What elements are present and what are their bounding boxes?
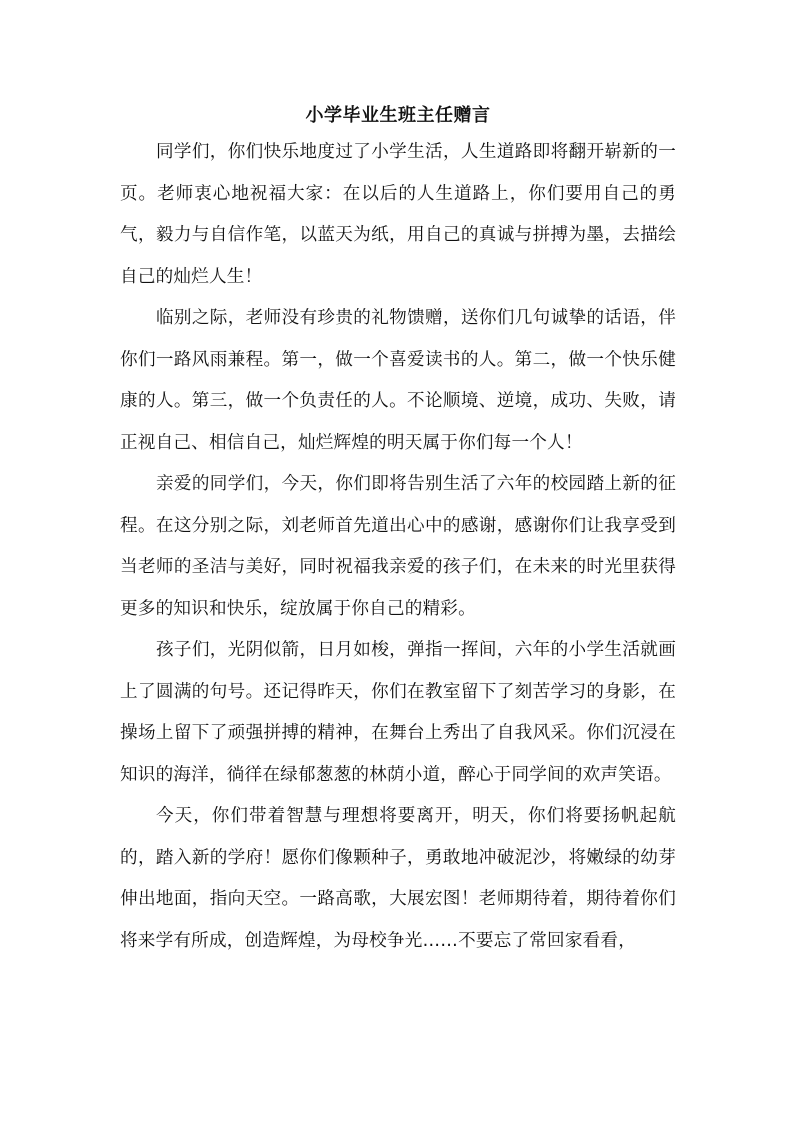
document-title: 小学毕业生班主任赠言: [305, 105, 491, 126]
document-page: [120, 102, 676, 962]
paragraph-3: 亲爱的同学们，今天，你们即将告别生活了六年的校园踏上新的征程。在这分别之际，刘老师首先道出心中的感谢，感谢你们让我享受到当老师的圣洁与美好，同时祝福我亲爱的孩子们，在未来的时光里获得更多的知识和快乐，绽放属于你自己的精彩。: [120, 474, 676, 619]
paragraph-5: 今天，你们带着智慧与理想将要离开，明天，你们将要扬帆起航的，踏入新的学府！愿你们像颗种子，勇敢地冲破泥沙，将嫩绿的幼芽伸出地面，指向天空。一路高歌，大展宏图！老师期待着，期待着你们将来学有所成，创造辉煌，为母校争光……不要忘了常回家看看，: [120, 806, 676, 951]
paragraph-2: 临别之际，老师没有珍贵的礼物馈赠，送你们几句诚挚的话语，伴你们一路风雨兼程。第一，做一个喜爱读书的人。第二，做一个快乐健康的人。第三，做一个负责任的人。不论顺境、逆境，成功、失败，请正视自己、相信自己，灿烂辉煌的明天属于你们每一个人！: [120, 308, 676, 453]
paragraph-1: 同学们，你们快乐地度过了小学生活，人生道路即将翻开崭新的一页。老师衷心地祝福大家：在以后的人生道路上，你们要用自己的勇气，毅力与自信作笔，以蓝天为纸，用自己的真诚与拼搏为墨，去描绘自己的灿烂人生！: [120, 142, 676, 287]
paragraph-4: 孩子们，光阴似箭，日月如梭，弹指一挥间，六年的小学生活就画上了圆满的句号。还记得昨天，你们在教室留下了刻苦学习的身影，在操场上留下了顽强拼搏的精神，在舞台上秀出了自我风采。你们沉浸在知识的海洋，徜徉在绿郁葱葱的林荫小道，醉心于同学间的欢声笑语。: [120, 640, 676, 785]
